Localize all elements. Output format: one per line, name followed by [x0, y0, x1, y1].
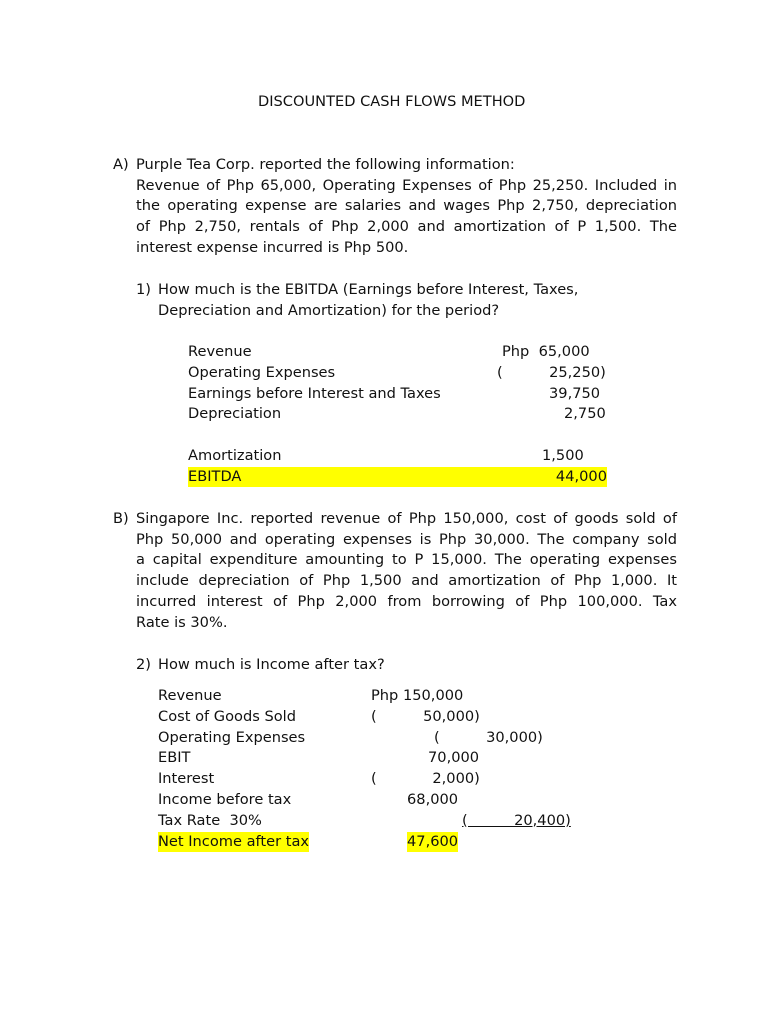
net-income-label-highlight: Net Income after tax	[158, 833, 310, 850]
question-1-marker: 1)	[136, 281, 151, 298]
section-b-text	[136, 509, 677, 633]
section-b-marker: B)	[113, 510, 129, 527]
section-b-line: Rate is 30%.	[136, 613, 228, 631]
table-a-label: Earnings before Interest and Taxes	[188, 385, 441, 402]
table-b-value: ( 50,000)	[371, 708, 480, 725]
table-a-value: Php 65,000	[502, 343, 590, 360]
table-b-value: ( 2,000)	[371, 770, 480, 787]
question-2-marker: 2)	[136, 656, 151, 673]
table-b-label: Revenue	[158, 687, 222, 704]
section-a-line: interest expense incurred is Php 500.	[136, 238, 409, 256]
table-b-value: ( 30,000)	[434, 729, 543, 746]
table-a-value: 44,000	[555, 468, 607, 485]
table-b-label: EBIT	[158, 749, 191, 766]
section-b-line: Singapore Inc. reported revenue of Php 150,000, cost of goods sold of	[136, 510, 677, 527]
table-b-value: 70,000	[428, 749, 480, 766]
section-b-line: a capital expenditure amounting to P 15,000. The operating expenses	[136, 551, 677, 569]
table-b-label: Operating Expenses	[158, 729, 306, 746]
table-a-label: Revenue	[188, 343, 252, 360]
section-b-line: Php 50,000 and operating expenses is Php 30,000. The company sold	[136, 530, 677, 548]
section-a-line: the operating expense are salaries and wages Php 2,750, depreciation	[136, 197, 677, 215]
table-b-label: Interest	[158, 770, 215, 787]
table-b-value: Php 150,000	[371, 687, 464, 704]
table-a-label: Depreciation	[188, 405, 282, 422]
table-b-label: Tax Rate 30%	[158, 812, 262, 829]
question-1-line: Depreciation and Amortization) for the period?	[158, 302, 500, 319]
question-1-line: How much is the EBITDA (Earnings before Interest, Taxes,	[158, 281, 579, 298]
section-b-line: include depreciation of Php 1,500 and amortization of Php 1,000. It	[136, 572, 677, 590]
table-a-value: 39,750	[549, 385, 601, 402]
question-2-text: How much is Income after tax?	[158, 656, 385, 673]
section-a-marker: A)	[113, 156, 129, 173]
table-b-value: 68,000	[407, 791, 459, 808]
section-a-line: Purple Tea Corp. reported the following information:	[136, 156, 515, 173]
table-a-label: EBITDA	[188, 468, 242, 485]
section-b-line: incurred interest of Php 2,000 from borrowing of Php 100,000. Tax	[136, 592, 677, 610]
section-a-line: Revenue of Php 65,000, Operating Expenses of Php 25,250. Included in	[136, 176, 677, 194]
table-a-value: ( 25,250)	[497, 364, 606, 381]
table-a-value: 1,500	[542, 447, 584, 464]
net-income-value-highlight: 47,600	[407, 833, 459, 850]
section-a-text	[136, 155, 677, 259]
table-b-value: ( 20,400)	[462, 812, 571, 829]
table-a-value: 2,750	[564, 405, 606, 422]
table-a-label: Operating Expenses	[188, 364, 336, 381]
table-b-label: Income before tax	[158, 791, 292, 808]
section-a-line: of Php 2,750, rentals of Php 2,000 and amortization of P 1,500. The	[136, 218, 677, 236]
ebitda-highlight-row	[188, 467, 607, 487]
table-b-label: Cost of Goods Sold	[158, 708, 296, 725]
page-title: DISCOUNTED CASH FLOWS METHOD	[258, 93, 526, 110]
table-a-label: Amortization	[188, 447, 282, 464]
